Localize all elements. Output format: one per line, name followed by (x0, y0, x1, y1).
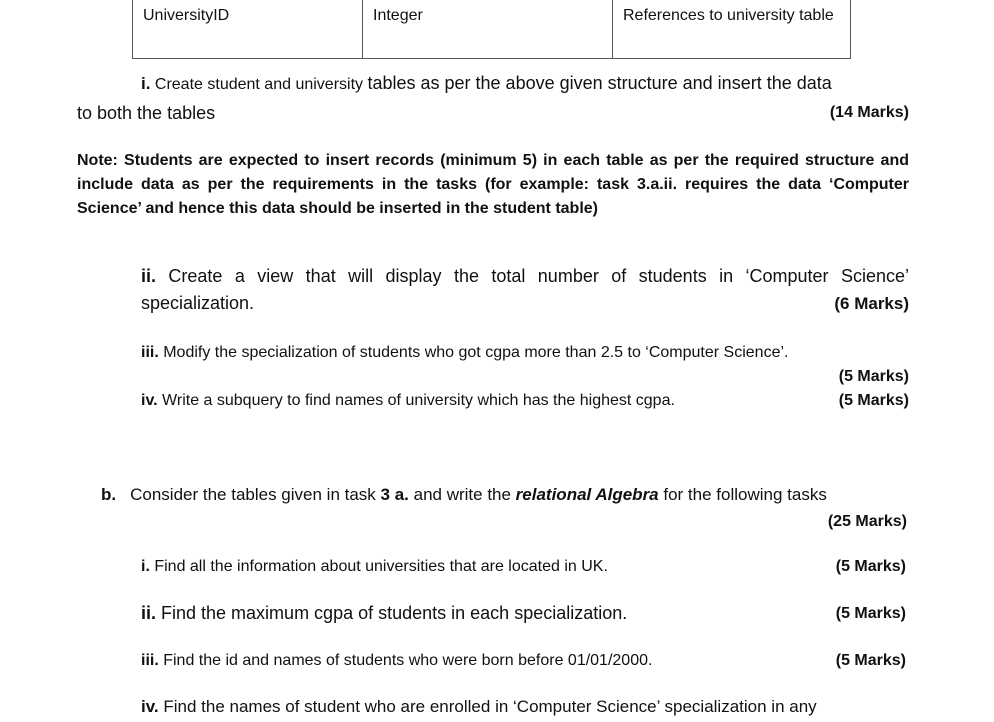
task-ii-line2: specialization. (141, 293, 255, 313)
b-task-iii-text: iii. Find the id and names of students who were born before 01/01/2000. (141, 652, 653, 669)
task-iv-text: iv. Write a subquery to find names of university which has the highest cgpa. (141, 392, 675, 409)
task-iii-text: iii. Modify the specialization of students who got cgpa more than 2.5 to ‘Computer Science’. (141, 344, 789, 361)
b-task-i-text: i. Find all the information about universities that are located in UK. (141, 558, 608, 575)
task-ii-text: Create a view that will display the total number of students in ‘Computer Science’ (156, 266, 909, 286)
b-task-i-marks: (5 Marks) (835, 558, 906, 575)
task-iv-marks: (5 Marks) (838, 392, 909, 409)
section-b-heading: b. Consider the tables given in task 3 a. and write the relational Algebra for the following tasks (101, 485, 827, 504)
task-i-text-large: tables as per the above given structure and insert the data (367, 73, 832, 93)
table-row (133, 0, 851, 59)
task-i-line1 (141, 73, 832, 94)
section-b-marks: (25 Marks) (827, 513, 907, 530)
b-task-iii-label: iii. (141, 652, 159, 669)
structure-table (132, 0, 851, 59)
emphasis-relational-algebra: relational Algebra (515, 485, 659, 504)
table-cell-type: Integer (363, 0, 613, 59)
b-task-iii-marks: (5 Marks) (835, 652, 906, 669)
b-task-ii-text: ii. Find the maximum cgpa of students in each specialization. (141, 603, 628, 623)
b-task-ii-marks: (5 Marks) (835, 605, 906, 622)
table-cell-field: UniversityID (133, 0, 363, 59)
task-iii-marks: (5 Marks) (838, 368, 909, 385)
b-task-i-label: i. (141, 558, 150, 575)
task-iii-label: iii. (141, 344, 159, 361)
task-ii-label: ii. (141, 266, 157, 286)
task-ii-line1 (141, 266, 909, 287)
b-task-iv-text: iv. Find the names of student who are enrolled in ‘Computer Science’ specialization in any (141, 697, 817, 716)
task-i-label: i. (141, 74, 151, 93)
task-ii-marks: (6 Marks) (834, 294, 909, 313)
table-cell-description: References to university table (613, 0, 851, 59)
task-iv-label: iv. (141, 392, 158, 409)
task-i-line2: to both the tables (77, 103, 216, 123)
task-reference: 3 a. (380, 485, 409, 504)
task-i-text-small: Create student and university (150, 76, 368, 93)
task-i-marks: (14 Marks) (829, 104, 909, 121)
note-paragraph: Note: Students are expected to insert records (minimum 5) in each table as per the required structure and include data as per the requirements in the tasks (for example: task 3.a.ii. requires the data ‘Computer Science’ and hence this data should be inserted in the student table) (77, 152, 909, 217)
section-b-label: b. (101, 485, 117, 504)
b-task-ii-label: ii. (141, 603, 157, 623)
b-task-iv-label: iv. (141, 697, 159, 716)
